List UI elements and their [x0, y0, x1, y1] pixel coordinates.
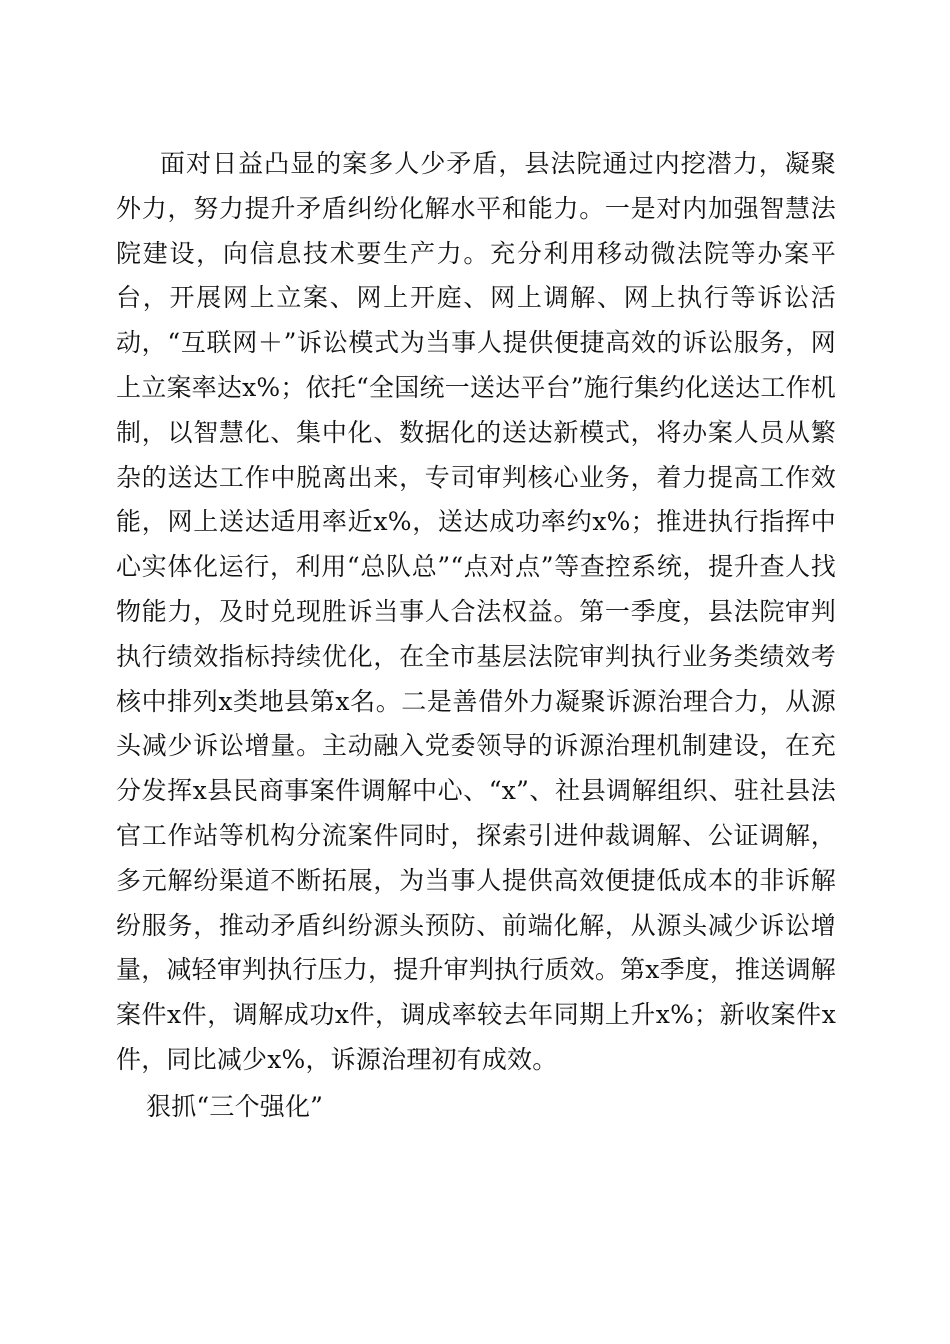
section-heading: 狠抓“三个强化”	[146, 1091, 324, 1121]
document-body	[116, 142, 836, 1130]
body-paragraph: 面对日益凸显的案多人少矛盾，县法院通过内挖潜力，凝聚外力，努力提升矛盾纠纷化解水平和能力。一是对内加强智慧法院建设，向信息技术要生产力。充分利用移动微法院等办案平台，开展网上立案、网上开庭、网上调解、网上执行等诉讼活动，“互联网＋”诉讼模式为当事人提供便捷高效的诉讼服务，网上立案率达x%；依托“全国统一送达平台”施行集约化送达工作机制，以智慧化、集中化、数据化的送达新模式，将办案人员从繁杂的送达工作中脱离出来，专司审判核心业务，着力提高工作效能，网上送达适用率近x%，送达成功率约x%；推进执行指挥中心实体化运行，利用“总队总”“点对点”等查控系统，提升查人找物能力，及时兑现胜诉当事人合法权益。第一季度，县法院审判执行绩效指标持续优化，在全市基层法院审判执行业务类绩效考核中排列x类地县第x名。二是善借外力凝聚诉源治理合力，从源头减少诉讼增量。主动融入党委领导的诉源治理机制建设，在充分发挥x县民商事案件调解中心、“x”、社县调解组织、驻社县法官工作站等机构分流案件同时，探索引进仲裁调解、公证调解，多元解纷渠道不断拓展，为当事人提供高效便捷低成本的非诉解纷服务，推动矛盾纠纷源头预防、前端化解，从源头减少诉讼增量，减轻审判执行压力，提升审判执行质效。第x季度，推送调解案件x件，调解成功x件，调成率较去年同期上升x%；新收案件x件，同比减少x%，诉源治理初有成效。	[116, 149, 836, 1074]
